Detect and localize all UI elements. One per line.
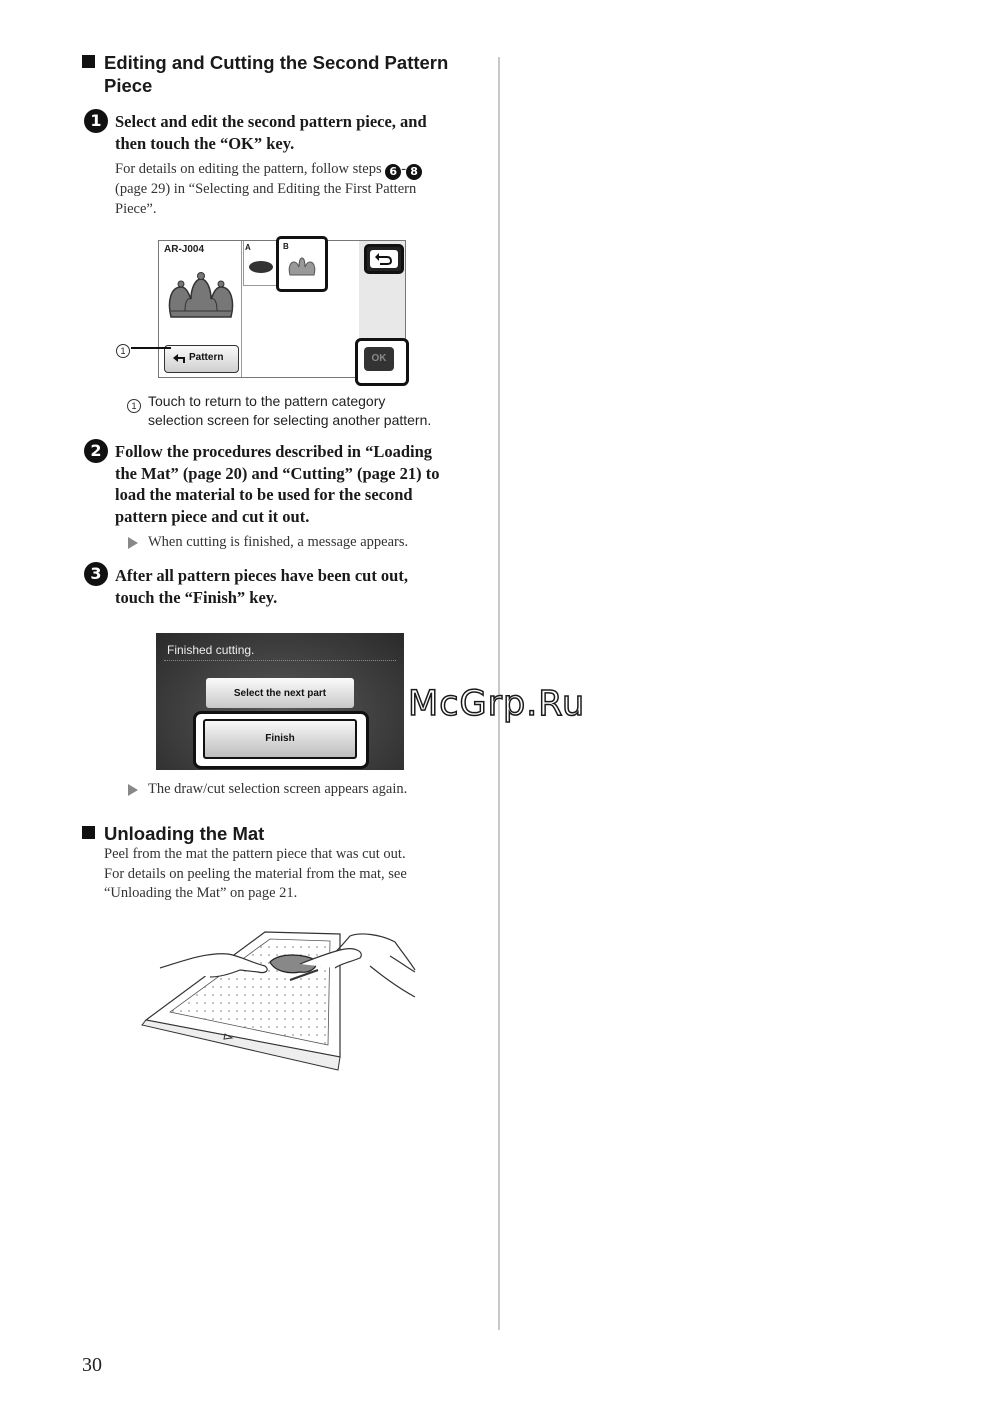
ok-button-label: OK	[371, 353, 387, 364]
step-ref-badge: 6	[385, 164, 401, 180]
select-next-part-label: Select the next part	[233, 688, 327, 699]
step-line: Follow the procedures described in “Loading	[115, 442, 433, 461]
message-divider	[164, 660, 396, 661]
screen-callout-marker	[116, 341, 130, 359]
finish-button-label: Finish	[265, 733, 295, 744]
section-body-line: Peel from the mat the pattern piece that was cut out.	[104, 846, 406, 862]
section-heading-line: Piece	[104, 75, 153, 96]
step-ref-badge: 8	[406, 164, 422, 180]
finished-cutting-screen	[156, 633, 404, 770]
finish-button-highlight[interactable]	[193, 711, 369, 769]
step-number-badge: 3	[84, 562, 108, 586]
section-body-line: “Unloading the Mat” on page 21.	[104, 885, 298, 901]
step-number-badge: 1	[84, 109, 108, 133]
part-a-label: A	[245, 243, 251, 252]
pattern-id-label: AR-J004	[164, 244, 205, 255]
callout-marker	[127, 396, 141, 414]
part-b-highlight[interactable]	[276, 236, 328, 292]
crown-small-icon	[287, 255, 317, 277]
step-detail	[115, 160, 485, 219]
step-line: then touch the “OK” key.	[115, 133, 295, 153]
part-a-icon[interactable]	[247, 259, 275, 275]
watermark-logo: McGrp.Ru	[408, 684, 586, 724]
step-instruction	[115, 441, 485, 527]
step-instruction	[115, 111, 485, 154]
step-line: the Mat” (page 20) and “Cutting” (page 21) to	[115, 463, 440, 483]
pattern-button[interactable]	[164, 345, 239, 373]
page-number: 30	[82, 1354, 102, 1376]
step-result: When cutting is finished, a message appears.	[148, 534, 409, 550]
section-heading: Unloading the Mat	[104, 823, 265, 844]
step-instruction	[115, 565, 485, 608]
callout-line: Touch to return to the pattern category	[148, 393, 386, 409]
part-b-label: B	[283, 242, 289, 251]
part-divider	[243, 285, 279, 286]
ok-button[interactable]	[364, 347, 394, 371]
back-button-face	[370, 250, 398, 268]
section-bullet-square	[82, 826, 95, 839]
step-detail-line: For details on editing the pattern, follow steps 6 - 8	[115, 160, 485, 180]
step-result: The draw/cut selection screen appears again.	[148, 781, 408, 797]
pattern-button-label: Pattern	[189, 352, 224, 363]
step-line: pattern piece and cut it out.	[115, 506, 310, 526]
step-line: load the material to be used for the second	[115, 485, 413, 504]
callout-number: 1	[127, 399, 141, 413]
step-detail-line: Piece”.	[115, 200, 157, 217]
section-bullet-square	[82, 55, 95, 68]
step-number-badge: 2	[84, 439, 108, 463]
callout-text	[148, 392, 488, 430]
result-arrow-icon	[128, 537, 138, 549]
step-detail-line: (page 29) in “Selecting and Editing the First Pattern	[115, 181, 417, 197]
pattern-edit-screen	[158, 240, 406, 378]
undo-arrow-icon	[374, 252, 394, 266]
callout-number: 1	[116, 344, 130, 358]
callout-line: selection screen for selecting another pattern.	[148, 412, 432, 428]
section-body	[104, 845, 489, 904]
section-heading	[104, 51, 448, 97]
select-next-part-button[interactable]	[206, 678, 354, 708]
step-line: Select and edit the second pattern piece, and	[115, 112, 427, 131]
part-divider	[243, 241, 244, 286]
return-arrow-icon	[172, 354, 186, 364]
result-arrow-icon	[128, 784, 138, 796]
finished-message: Finished cutting.	[167, 643, 255, 657]
finish-button[interactable]	[203, 719, 357, 759]
callout-leader-line	[131, 347, 171, 349]
ok-button-highlight[interactable]	[355, 338, 409, 386]
unloading-mat-illustration	[140, 922, 425, 1072]
step-detail-text: For details on editing the pattern, follow steps	[115, 161, 382, 177]
back-button[interactable]	[364, 244, 404, 274]
step-line: touch the “Finish” key.	[115, 587, 278, 607]
section-heading-line: Editing and Cutting the Second Pattern	[104, 52, 449, 73]
step-line: After all pattern pieces have been cut out,	[115, 566, 408, 585]
section-body-line: For details on peeling the material from the mat, see	[104, 865, 407, 882]
